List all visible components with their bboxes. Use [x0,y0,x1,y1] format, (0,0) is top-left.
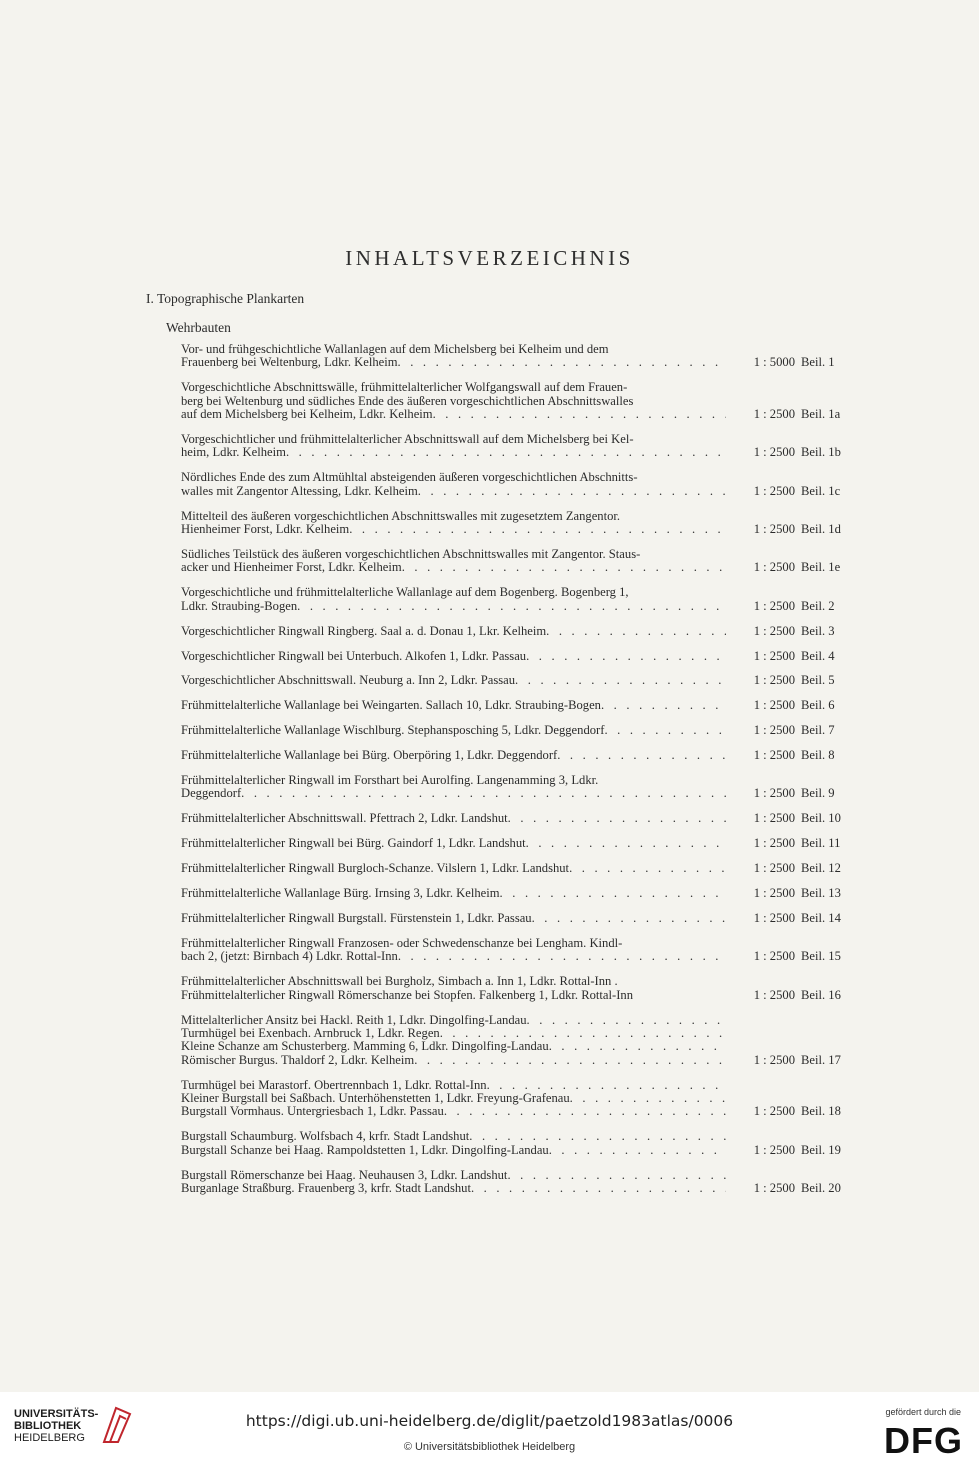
toc-entry-text: Vorgeschichtlicher und frühmittelalterlicher Abschnittswall auf dem Michelsberg bei Kel- [181,433,634,447]
toc-entry-text: Frühmittelalterlicher Ringwall bei Bürg. Gaindorf 1, Ldkr. Landshut [181,837,526,851]
toc-entry-text: Frühmittelalterlicher Ringwall Franzosen- oder Schwedenschanze bei Lengham. Kindl- [181,936,623,950]
toc-entry-text: heim, Ldkr. Kelheim [181,446,286,460]
funding-label: gefördert durch die [885,1407,961,1417]
toc-entry-text: Burganlage Straßburg. Frauenberg 3, krfr. Stadt Landshut [181,1182,471,1196]
toc-entry-title [181,749,726,762]
toc-entry-line [181,471,726,484]
toc-entry-line [181,937,726,950]
toc-entry-line [181,749,726,762]
toc-entry[interactable] [181,1169,851,1196]
map-scale: 1 : 2500 [753,698,795,713]
toc-entry-text: Turmhügel bei Exenbach. Arnbruck 1, Ldkr. Regen [181,1026,440,1040]
toc-entry[interactable] [181,837,851,850]
supplement-number: Beil. 1e [801,560,841,575]
toc-entry-title [181,1014,726,1068]
supplement-number: Beil. 3 [801,623,835,638]
map-scale: 1 : 2500 [753,560,795,575]
supplement-number: Beil. 11 [801,836,841,851]
toc-entry[interactable] [181,887,851,900]
toc-entry-line [181,561,726,574]
map-scale: 1 : 2500 [753,1181,795,1196]
map-scale: 1 : 2500 [753,949,795,964]
toc-entry-text: Frauenberg bei Weltenburg, Ldkr. Kelheim [181,356,398,370]
dot-leader [526,837,726,850]
section-heading: I. Topographische Plankarten [146,291,305,306]
toc-entry-line [181,950,726,963]
toc-entry[interactable] [181,650,851,663]
toc-entry[interactable] [181,1014,851,1068]
map-scale: 1 : 2500 [753,407,795,422]
toc-entry-line [181,862,726,875]
map-scale: 1 : 2500 [753,910,795,925]
toc-entry-title [181,774,726,801]
dot-leader [601,699,726,712]
map-scale: 1 : 2500 [753,748,795,763]
toc-entry-line [181,837,726,850]
map-scale: 1 : 2500 [753,648,795,663]
dot-leader [402,561,726,574]
map-scale: 1 : 2500 [753,723,795,738]
map-scale: 1 : 2500 [753,786,795,801]
toc-entry[interactable] [181,774,851,801]
toc-entry-text: Ldkr. Straubing-Bogen [181,599,298,613]
toc-entry-text: Frühmittelalterliche Wallanlage bei Bürg. Oberpöring 1, Ldkr. Deggendorf [181,749,558,763]
toc-entry-text: Südliches Teilstück des äußeren vorgeschichtlichen Abschnittswalles mit Zangentor. Staus- [181,547,641,561]
map-scale: 1 : 2500 [753,811,795,826]
permalink-url[interactable]: https://digi.ub.uni-heidelberg.de/diglit/paetzold1983atlas/0006 [245,1412,734,1430]
map-scale: 1 : 2500 [753,1052,795,1067]
toc-entry-line [181,989,726,1002]
toc-entry-title [181,343,726,370]
dot-leader [570,1092,726,1105]
toc-entry[interactable] [181,471,851,498]
toc-entry[interactable] [181,548,851,575]
toc-entry-text: Frühmittelalterlicher Abschnittswall. Pfettrach 2, Ldkr. Landshut [181,812,508,826]
toc-entry-line [181,625,726,638]
supplement-number: Beil. 16 [801,987,841,1002]
page-title: INHALTSVERZEICHNIS [345,246,634,270]
dot-leader [515,674,726,687]
dot-leader [418,485,726,498]
supplement-number: Beil. 20 [801,1181,841,1196]
map-scale: 1 : 2500 [753,987,795,1002]
dot-leader [440,1027,726,1040]
dot-leader [508,812,726,825]
toc-entry-line [181,485,726,498]
toc-entry[interactable] [181,586,851,613]
toc-entry-title [181,812,726,825]
dot-leader [532,912,726,925]
supplement-number: Beil. 5 [801,673,835,688]
toc-entry[interactable] [181,937,851,964]
dot-leader [500,887,726,900]
dot-leader [444,1105,726,1118]
dot-leader [433,408,726,421]
toc-entry[interactable] [181,975,851,1002]
dot-leader [471,1182,726,1195]
toc-entry-line [181,724,726,737]
toc-entry[interactable] [181,699,851,712]
toc-entry-title [181,887,726,900]
dot-leader [469,1130,726,1143]
toc-entry-title [181,912,726,925]
toc-entry-line [181,699,726,712]
map-scale: 1 : 2500 [753,483,795,498]
map-scale: 1 : 5000 [753,355,795,370]
supplement-number: Beil. 1c [801,483,841,498]
dot-leader [526,650,726,663]
supplement-number: Beil. 17 [801,1052,841,1067]
toc-entry[interactable] [181,1130,851,1157]
toc-entry-text: Mittelalterlicher Ansitz bei Hackl. Reith 1, Ldkr. Dingolfing-Landau [181,1013,527,1027]
map-scale: 1 : 2500 [753,861,795,876]
dot-leader [349,523,726,536]
toc-entry-text: Frühmittelalterliche Wallanlage bei Weingarten. Sallach 10, Ldkr. Straubing-Bogen [181,699,601,713]
toc-entry-text: Vorgeschichtlicher Abschnittswall. Neuburg a. Inn 2, Ldkr. Passau [181,674,516,688]
toc-entry-title [181,433,726,460]
dot-leader [546,625,726,638]
supplement-number: Beil. 19 [801,1142,841,1157]
supplement-number: Beil. 1 [801,355,835,370]
toc-entry-text: Frühmittelalterlicher Ringwall Burgloch-Schanze. Vilslern 1, Ldkr. Landshut [181,862,570,876]
map-scale: 1 : 2500 [753,1142,795,1157]
subsection-heading: Wehrbauten [166,320,231,335]
toc-entry-text: Burgstall Vormhaus. Untergriesbach 1, Ldkr. Passau [181,1105,444,1119]
toc-entry-line [181,548,726,561]
toc-entry-text: Nördliches Ende des zum Altmühltal absteigenden äußeren vorgeschichtlichen Abschnitts- [181,471,638,485]
supplement-number: Beil. 6 [801,698,835,713]
toc-entry-line [181,1079,726,1092]
toc-entry-text: Frühmittelalterliche Wallanlage Wischlburg. Stephansposching 5, Ldkr. Deggendorf [181,724,605,738]
map-scale: 1 : 2500 [753,623,795,638]
toc-entry-text: auf dem Michelsberg bei Kelheim, Ldkr. Kelheim [181,408,433,422]
toc-entry-title [181,510,726,537]
supplement-number: Beil. 2 [801,598,835,613]
toc-entry-text: Burgstall Schanze bei Haag. Rampoldstetten 1, Ldkr. Dingolfing-Landau [181,1143,549,1157]
dot-leader [297,600,726,613]
supplement-number: Beil. 4 [801,648,835,663]
toc-entry-text: Vor- und frühgeschichtliche Wallanlagen auf dem Michelsberg bei Kelheim und dem [181,343,609,356]
toc-entry-text: Kleine Schanze am Schusterberg. Mamming 6, Ldkr. Dingolfing-Landau [181,1040,549,1054]
supplement-number: Beil. 10 [801,811,841,826]
toc-entry-text: Vorgeschichtlicher Ringwall Ringberg. Saal a. d. Donau 1, Lkr. Kelheim [181,624,547,638]
dot-leader [286,446,726,459]
toc-entry[interactable] [181,1079,851,1119]
toc-entry-text: Mittelteil des äußeren vorgeschichtlichen Abschnittswalles mit zugesetztem Zangentor. [181,509,621,523]
toc-entry-line [181,787,726,800]
map-scale: 1 : 2500 [753,598,795,613]
map-scale: 1 : 2500 [753,1104,795,1119]
toc-entry-text: Frühmittelalterlicher Ringwall Burgstall. Fürstenstein 1, Ldkr. Passau [181,911,532,925]
toc-entry-title [181,1079,726,1119]
map-scale: 1 : 2500 [753,673,795,688]
toc-entry-line [181,433,726,446]
toc-entry-line [181,975,726,988]
dot-leader [487,1079,726,1092]
supplement-number: Beil. 1b [801,445,841,460]
toc-entry-line [181,1092,726,1105]
toc-entry-title [181,674,726,687]
library-name-line2: BIBLIOTHEK [14,1420,82,1432]
toc-entry-title [181,471,726,498]
toc-entry-text: Hienheimer Forst, Ldkr. Kelheim [181,523,350,537]
toc-entry-line [181,1054,726,1067]
toc-entry[interactable] [181,381,851,421]
dot-leader [241,787,726,800]
toc-entry-line [181,812,726,825]
toc-entry-title [181,586,726,613]
dot-leader [569,862,726,875]
toc-entry-text: Vorgeschichtliche und frühmittelalterliche Wallanlage auf dem Bogenberg. Bogenberg 1, [181,586,629,600]
toc-entry-line [181,446,726,459]
toc-entry-title [181,699,726,712]
supplement-number: Beil. 15 [801,949,841,964]
toc-entry-text: Kleiner Burgstall bei Saßbach. Unterhöhenstetten 1, Ldkr. Freyung-Grafenau [181,1092,570,1106]
toc-entry-line [181,1105,726,1118]
toc-entry-title [181,650,726,663]
toc-entry-text: Vorgeschichtlicher Ringwall bei Unterbuch. Alkofen 1, Ldkr. Passau [181,649,527,663]
supplement-number: Beil. 13 [801,886,841,901]
map-scale: 1 : 2500 [753,522,795,537]
toc-entry-line [181,650,726,663]
toc-entry-line [181,674,726,687]
toc-entry-title [181,937,726,964]
toc-entry-text: Burgstall Römerschanze bei Haag. Neuhausen 3, Ldkr. Landshut [181,1168,508,1182]
supplement-number: Beil. 14 [801,910,841,925]
toc-entry-title [181,975,726,1002]
toc-entry-title [181,548,726,575]
dot-leader [549,1144,726,1157]
toc-entry[interactable] [181,912,851,925]
toc-entry-line [181,1014,726,1027]
toc-entry-line [181,395,726,408]
toc-entry-line [181,1130,726,1143]
toc-entry-line [181,523,726,536]
dot-leader [398,950,726,963]
supplement-number: Beil. 8 [801,748,835,763]
toc-entry[interactable] [181,724,851,737]
toc-entry-line [181,1027,726,1040]
toc-entry[interactable] [181,862,851,875]
dfg-logo[interactable]: DFG [884,1420,963,1461]
toc-entry-line [181,381,726,394]
toc-entry-text: Vorgeschichtliche Abschnittswälle, frühmittelalterlicher Wolfgangswall auf dem Frauen- [181,381,628,395]
toc-entry[interactable] [181,343,851,370]
toc-entry-line [181,912,726,925]
toc-entry[interactable] [181,812,851,825]
toc-entry-line [181,887,726,900]
supplement-number: Beil. 1d [801,522,841,537]
toc-entry-title [181,1130,726,1157]
toc-entry[interactable] [181,674,851,687]
toc-entry-line [181,356,726,369]
toc-entry-text: Deggendorf [181,787,242,801]
footer-bar [0,1392,979,1468]
dot-leader [549,1040,726,1053]
dot-leader [527,1014,726,1027]
toc-entry-title [181,862,726,875]
table-of-contents [181,343,851,1207]
dot-leader [557,749,726,762]
map-scale: 1 : 2500 [753,886,795,901]
toc-entry-text: walles mit Zangentor Altessing, Ldkr. Kelheim [181,484,418,498]
toc-entry-text: Burgstall Schaumburg. Wolfsbach 4, krfr. Stadt Landshut [181,1130,470,1144]
toc-entry[interactable] [181,625,851,638]
dot-leader [604,724,726,737]
copyright-notice: © Universitätsbibliothek Heidelberg [403,1441,576,1453]
toc-entry-line [181,774,726,787]
toc-entry-text: Frühmittelalterlicher Ringwall Römerschanze bei Stopfen. Falkenberg 1, Ldkr. Rottal-Inn [181,988,633,1002]
toc-entry-line [181,343,726,356]
supplement-number: Beil. 7 [801,723,835,738]
toc-entry-title [181,381,726,421]
map-scale: 1 : 2500 [753,836,795,851]
toc-entry-line [181,1169,726,1182]
library-name-line3: HEIDELBERG [14,1432,85,1444]
toc-entry-line [181,1182,726,1195]
toc-entry-text: Frühmittelalterliche Wallanlage Bürg. Irnsing 3, Ldkr. Kelheim [181,887,500,901]
dot-leader [507,1169,726,1182]
supplement-number: Beil. 18 [801,1104,841,1119]
toc-entry-line [181,600,726,613]
toc-entry[interactable] [181,749,851,762]
library-name-line1: UNIVERSITÄTS- [14,1408,99,1420]
dot-leader [398,356,726,369]
toc-entry-text: Frühmittelalterlicher Abschnittswall bei Burgholz, Simbach a. Inn 1, Ldkr. Rottal-Inn . [181,975,618,989]
toc-entry-text: Frühmittelalterlicher Ringwall im Forsthart bei Aurolfing. Langenamming 3, Ldkr. [181,774,599,788]
toc-entry-text: acker und Hienheimer Forst, Ldkr. Kelheim [181,561,402,575]
toc-entry-line [181,1040,726,1053]
supplement-number: Beil. 1a [801,407,841,422]
toc-entry-line [181,408,726,421]
toc-entry-title [181,837,726,850]
toc-entry-text: berg bei Weltenburg und südliches Ende des äußeren vorgeschichtlichen Abschnittswalles [181,394,634,408]
supplement-number: Beil. 12 [801,861,841,876]
toc-entry-title [181,625,726,638]
toc-entry[interactable] [181,433,851,460]
dot-leader [414,1054,726,1067]
toc-entry-text: Turmhügel bei Marastorf. Obertrennbach 1, Ldkr. Rottal-Inn [181,1078,487,1092]
toc-entry-line [181,1144,726,1157]
toc-entry-line [181,510,726,523]
toc-entry[interactable] [181,510,851,537]
supplement-number: Beil. 9 [801,786,835,801]
toc-entry-title [181,1169,726,1196]
toc-entry-title [181,724,726,737]
toc-entry-text: Römischer Burgus. Thaldorf 2, Ldkr. Kelheim [181,1053,415,1067]
map-scale: 1 : 2500 [753,445,795,460]
toc-entry-line [181,586,726,599]
toc-entry-text: bach 2, (jetzt: Birnbach 4) Ldkr. Rottal-Inn [181,950,398,964]
